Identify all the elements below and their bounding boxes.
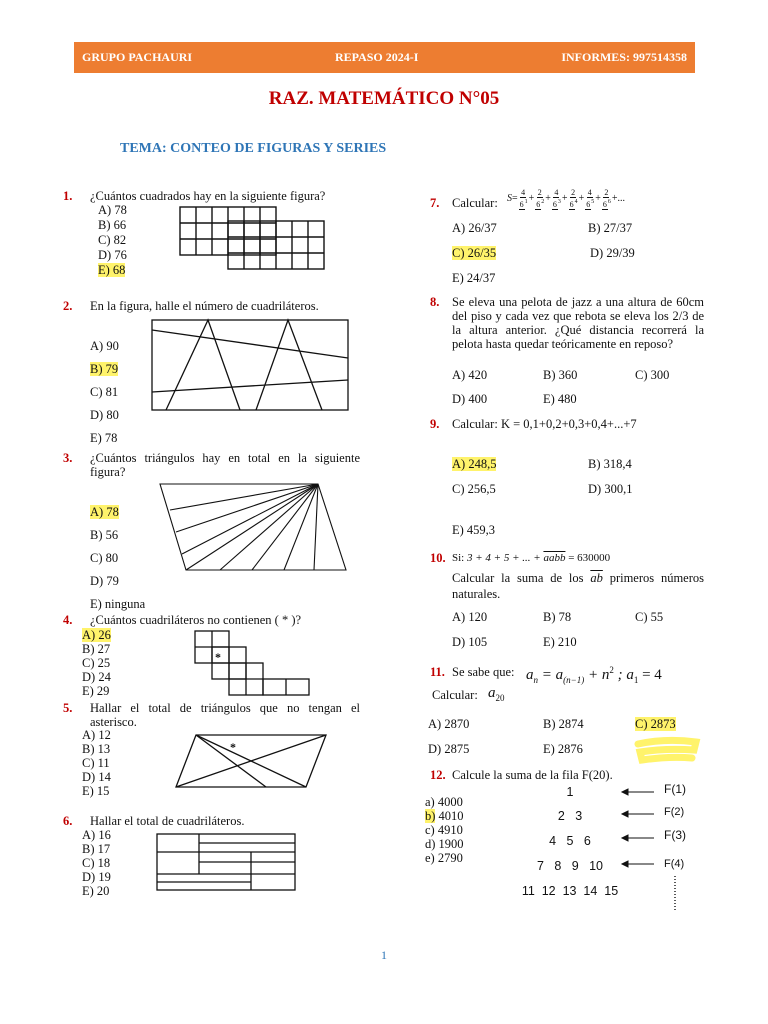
q12-row-5: 11 12 13 14 15 — [521, 884, 619, 898]
q1-option-e: E) 68 — [98, 263, 126, 277]
q1-option-a: A) 78 — [98, 203, 127, 217]
q1-staircase-figure — [180, 207, 360, 269]
q6-number: 6. — [63, 814, 73, 828]
q12-option-a: a) 4000 — [425, 795, 463, 809]
q10-text — [452, 570, 704, 602]
q11-sub-n: n — [533, 675, 538, 685]
q12-label-f3: F(3) — [664, 828, 686, 842]
q12-option-e: e) 2790 — [425, 851, 463, 865]
q11-recurrence — [526, 661, 662, 689]
q7-num-3: 4 — [554, 188, 559, 197]
q10-aabb: aabb — [543, 552, 566, 564]
q11-square: 2 — [609, 665, 614, 675]
header-contact: INFORMES: 997514358 — [561, 50, 687, 64]
q4-option-a: A) 26 — [82, 628, 111, 642]
q3-option-a: A) 78 — [90, 505, 119, 519]
q7-option-a: A) 26/37 — [452, 221, 497, 235]
q3-triangles-figure — [160, 484, 346, 570]
q1-text: ¿Cuántos cuadrados hay en la siguiente figura? — [90, 189, 326, 203]
q11-calc: Calcular: — [432, 688, 478, 702]
q10-option-e: E) 210 — [543, 635, 577, 649]
q7-s-symbol: S — [507, 192, 512, 204]
q11-option-b: B) 2874 — [543, 717, 584, 731]
q6-options — [82, 828, 111, 898]
q7-den-4: 6 — [569, 199, 574, 209]
topic-heading: TEMA: CONTEO DE FIGURAS Y SERIES — [120, 141, 387, 156]
q11-option-d: D) 2875 — [428, 742, 470, 756]
q12-row-1: 1 — [566, 785, 574, 799]
q2-option-b: B) 79 — [90, 362, 119, 376]
q2-option-a: A) 90 — [90, 339, 119, 353]
q7-exp-1: 1 — [524, 199, 528, 205]
q3-text: ¿Cuántos triángulos hay en total en la siguiente figura? — [90, 451, 360, 479]
q5-triangle-figure — [176, 735, 326, 787]
q8-option-d: D) 400 — [452, 392, 488, 406]
q7-den-2: 6 — [536, 199, 541, 209]
q7-exp-5: 5 — [591, 199, 595, 205]
q4-number: 4. — [63, 613, 73, 627]
q7-series-formula: S = $\frac{4}{6^1}$ + $\frac{2}{6^2}$ + $\frac{4}{6^3}$ + $\frac{2}{6^4}$ + $\frac{4}{6^5}$ + $\frac{2}{6^6}$ +... — [507, 188, 625, 209]
q12-label-f2: F(2) — [664, 806, 685, 818]
q6-option-c: C) 18 — [82, 856, 111, 870]
q8-option-a: A) 420 — [452, 368, 488, 382]
q5-option-b: B) 13 — [82, 742, 111, 756]
q4-option-c: C) 25 — [82, 656, 111, 670]
q11-number: 11. — [430, 665, 445, 679]
q1-option-c: C) 82 — [98, 233, 127, 247]
q2-number: 2. — [63, 299, 73, 313]
q5-text: Hallar el total de triángulos que no tengan el asterisco. — [90, 701, 360, 729]
q5-number: 5. — [63, 701, 73, 715]
q11-option-c: C) 2873 — [635, 717, 676, 731]
q1-options — [98, 203, 127, 278]
q7-num-5: 4 — [587, 188, 592, 197]
q10-option-c: C) 55 — [635, 610, 664, 624]
q2-option-e: E) 78 — [90, 431, 118, 445]
q11-a: a — [526, 667, 534, 683]
q5-options — [82, 728, 111, 798]
q9-number: 9. — [430, 417, 440, 431]
q7-exp-3: 3 — [557, 199, 561, 205]
q12-label-f4: F(4) — [664, 858, 685, 870]
q9-option-d: D) 300,1 — [588, 482, 633, 496]
q5-option-d: D) 14 — [82, 770, 111, 784]
q10-expr: 3 + 4 + 5 + ... + — [466, 552, 544, 564]
page-title: RAZ. MATEMÁTICO N°05 — [268, 88, 500, 109]
q7-exp-6: 6 — [607, 199, 611, 205]
q1-option-b: B) 66 — [98, 218, 127, 232]
q10-eq: = 630000 — [565, 552, 611, 564]
q8-option-b: B) 360 — [543, 368, 578, 382]
q8-number: 8. — [430, 295, 440, 309]
q12-option-b: b) 4010 — [425, 809, 464, 823]
q2-quadrilateral-figure — [152, 320, 348, 410]
q12-options — [425, 795, 464, 865]
q12-option-d: d) 1900 — [425, 837, 464, 851]
q9-option-a: A) 248,5 — [452, 457, 497, 471]
q7-den-1: 6 — [519, 199, 524, 209]
q1-number: 1. — [63, 189, 73, 203]
q6-option-a: A) 16 — [82, 828, 111, 842]
q12-arrows — [620, 786, 660, 876]
q11-highlight-scribble — [636, 738, 698, 762]
q11-option-e: E) 2876 — [543, 742, 583, 756]
q11-rest: ; a — [613, 667, 634, 683]
q6-option-b: B) 17 — [82, 842, 111, 856]
q8-option-c: C) 300 — [635, 368, 670, 382]
q12-option-c: c) 4910 — [425, 823, 463, 837]
q9-option-b: B) 318,4 — [588, 457, 632, 471]
q10-option-a: A) 120 — [452, 610, 488, 624]
q7-exp-4: 4 — [574, 199, 578, 205]
q11-option-a: A) 2870 — [428, 717, 470, 731]
q11-text: Se sabe que: — [452, 665, 515, 679]
header-group: GRUPO PACHAURI — [82, 50, 193, 64]
q7-den-5: 6 — [586, 199, 591, 209]
q3-options — [90, 501, 145, 616]
q10-option-d: D) 105 — [452, 635, 488, 649]
q9-option-c: C) 256,5 — [452, 482, 496, 496]
q11-target-a: a — [488, 685, 496, 701]
header-banner — [74, 42, 695, 73]
q7-option-b: B) 27/37 — [588, 221, 633, 235]
header-term: REPASO 2024-I — [334, 50, 419, 64]
q8-option-e: E) 480 — [543, 392, 577, 406]
q12-label-f1: F(1) — [664, 782, 686, 796]
q7-den-6: 6 — [602, 199, 607, 209]
q3-option-e: E) ninguna — [90, 597, 146, 611]
q5-option-c: C) 11 — [82, 756, 110, 770]
q12-row-3: 4 5 6 — [549, 834, 591, 848]
q7-label: Calcular: — [452, 196, 498, 210]
q5-option-a: A) 12 — [82, 728, 111, 742]
q7-num-2: 2 — [537, 188, 542, 197]
q4-grid-figure — [195, 631, 310, 695]
q10-condition — [452, 551, 610, 565]
page-number: 1 — [381, 948, 387, 962]
q9-option-e: E) 459,3 — [452, 523, 496, 537]
q4-asterisk: * — [215, 650, 221, 664]
q11-eq: = a — [538, 667, 564, 683]
q2-options — [90, 335, 119, 450]
q7-option-c: C) 26/35 — [452, 246, 497, 260]
q2-option-d: D) 80 — [90, 408, 119, 422]
q6-text: Hallar el total de cuadriláteros. — [90, 814, 245, 828]
q7-num-1: 4 — [521, 188, 526, 197]
q12-vertical-dots — [672, 876, 678, 912]
q7-number: 7. — [430, 196, 440, 210]
q11-sub-n1: (n−1) — [563, 675, 585, 685]
q11-value: = 4 — [638, 667, 662, 683]
q5-option-e: E) 15 — [82, 784, 110, 798]
q5-asterisk: * — [230, 740, 236, 754]
q6-rectangles-figure — [157, 834, 295, 890]
q12-row-2: 2 3 — [557, 809, 583, 823]
q11-sub-1: 1 — [633, 675, 639, 685]
q10-si: Si: — [452, 552, 465, 564]
q11-sub-20: 20 — [495, 693, 505, 703]
q8-text: Se eleva una pelota de jazz a una altura de 60cm del piso y cada vez que rebota se eleva los 2/3 de la altura anterior. ¿Qué distancia recorrerá la pelota hasta quedar teóricamente en reposo? — [452, 295, 704, 351]
q6-option-e: E) 20 — [82, 884, 110, 898]
q4-option-e: E) 29 — [82, 684, 110, 698]
q3-option-b: B) 56 — [90, 528, 119, 542]
q10-option-b: B) 78 — [543, 610, 572, 624]
q10-text-2: primeros números naturales. — [452, 571, 705, 601]
q12-number: 12. — [430, 768, 446, 782]
q7-tail: +... — [611, 192, 625, 204]
q4-options — [82, 628, 111, 698]
q7-exp-2: 2 — [541, 199, 545, 205]
q3-option-c: C) 80 — [90, 551, 119, 565]
q7-den-3: 6 — [552, 199, 557, 209]
q10-ab: $\overline{ab}$ — [590, 571, 603, 585]
q6-option-d: D) 19 — [82, 870, 111, 884]
q3-option-d: D) 79 — [90, 574, 119, 588]
q10-text-1: Calcular la suma de los — [452, 571, 584, 585]
q11-target — [488, 684, 505, 707]
q4-option-b: B) 27 — [82, 642, 111, 656]
q9-text: Calcular: K = 0,1+0,2+0,3+0,4+...+7 — [452, 417, 637, 431]
q1-option-d: D) 76 — [98, 248, 127, 262]
q11-plus: + n — [584, 667, 610, 683]
q12-text: Calcule la suma de la fila F(20). — [452, 768, 613, 782]
q12-row-4: 7 8 9 10 — [536, 859, 603, 873]
q2-option-c: C) 81 — [90, 385, 119, 399]
q4-text: ¿Cuántos cuadriláteros no contienen ( * )? — [90, 613, 302, 627]
q10-number: 10. — [430, 551, 446, 565]
q7-option-e: E) 24/37 — [452, 271, 496, 285]
q4-option-d: D) 24 — [82, 670, 111, 684]
q7-num-4: 2 — [571, 188, 576, 197]
q2-text: En la figura, halle el número de cuadriláteros. — [90, 299, 319, 313]
q3-number: 3. — [63, 451, 73, 465]
q7-num-6: 2 — [604, 188, 609, 197]
q7-option-d: D) 29/39 — [590, 246, 635, 260]
